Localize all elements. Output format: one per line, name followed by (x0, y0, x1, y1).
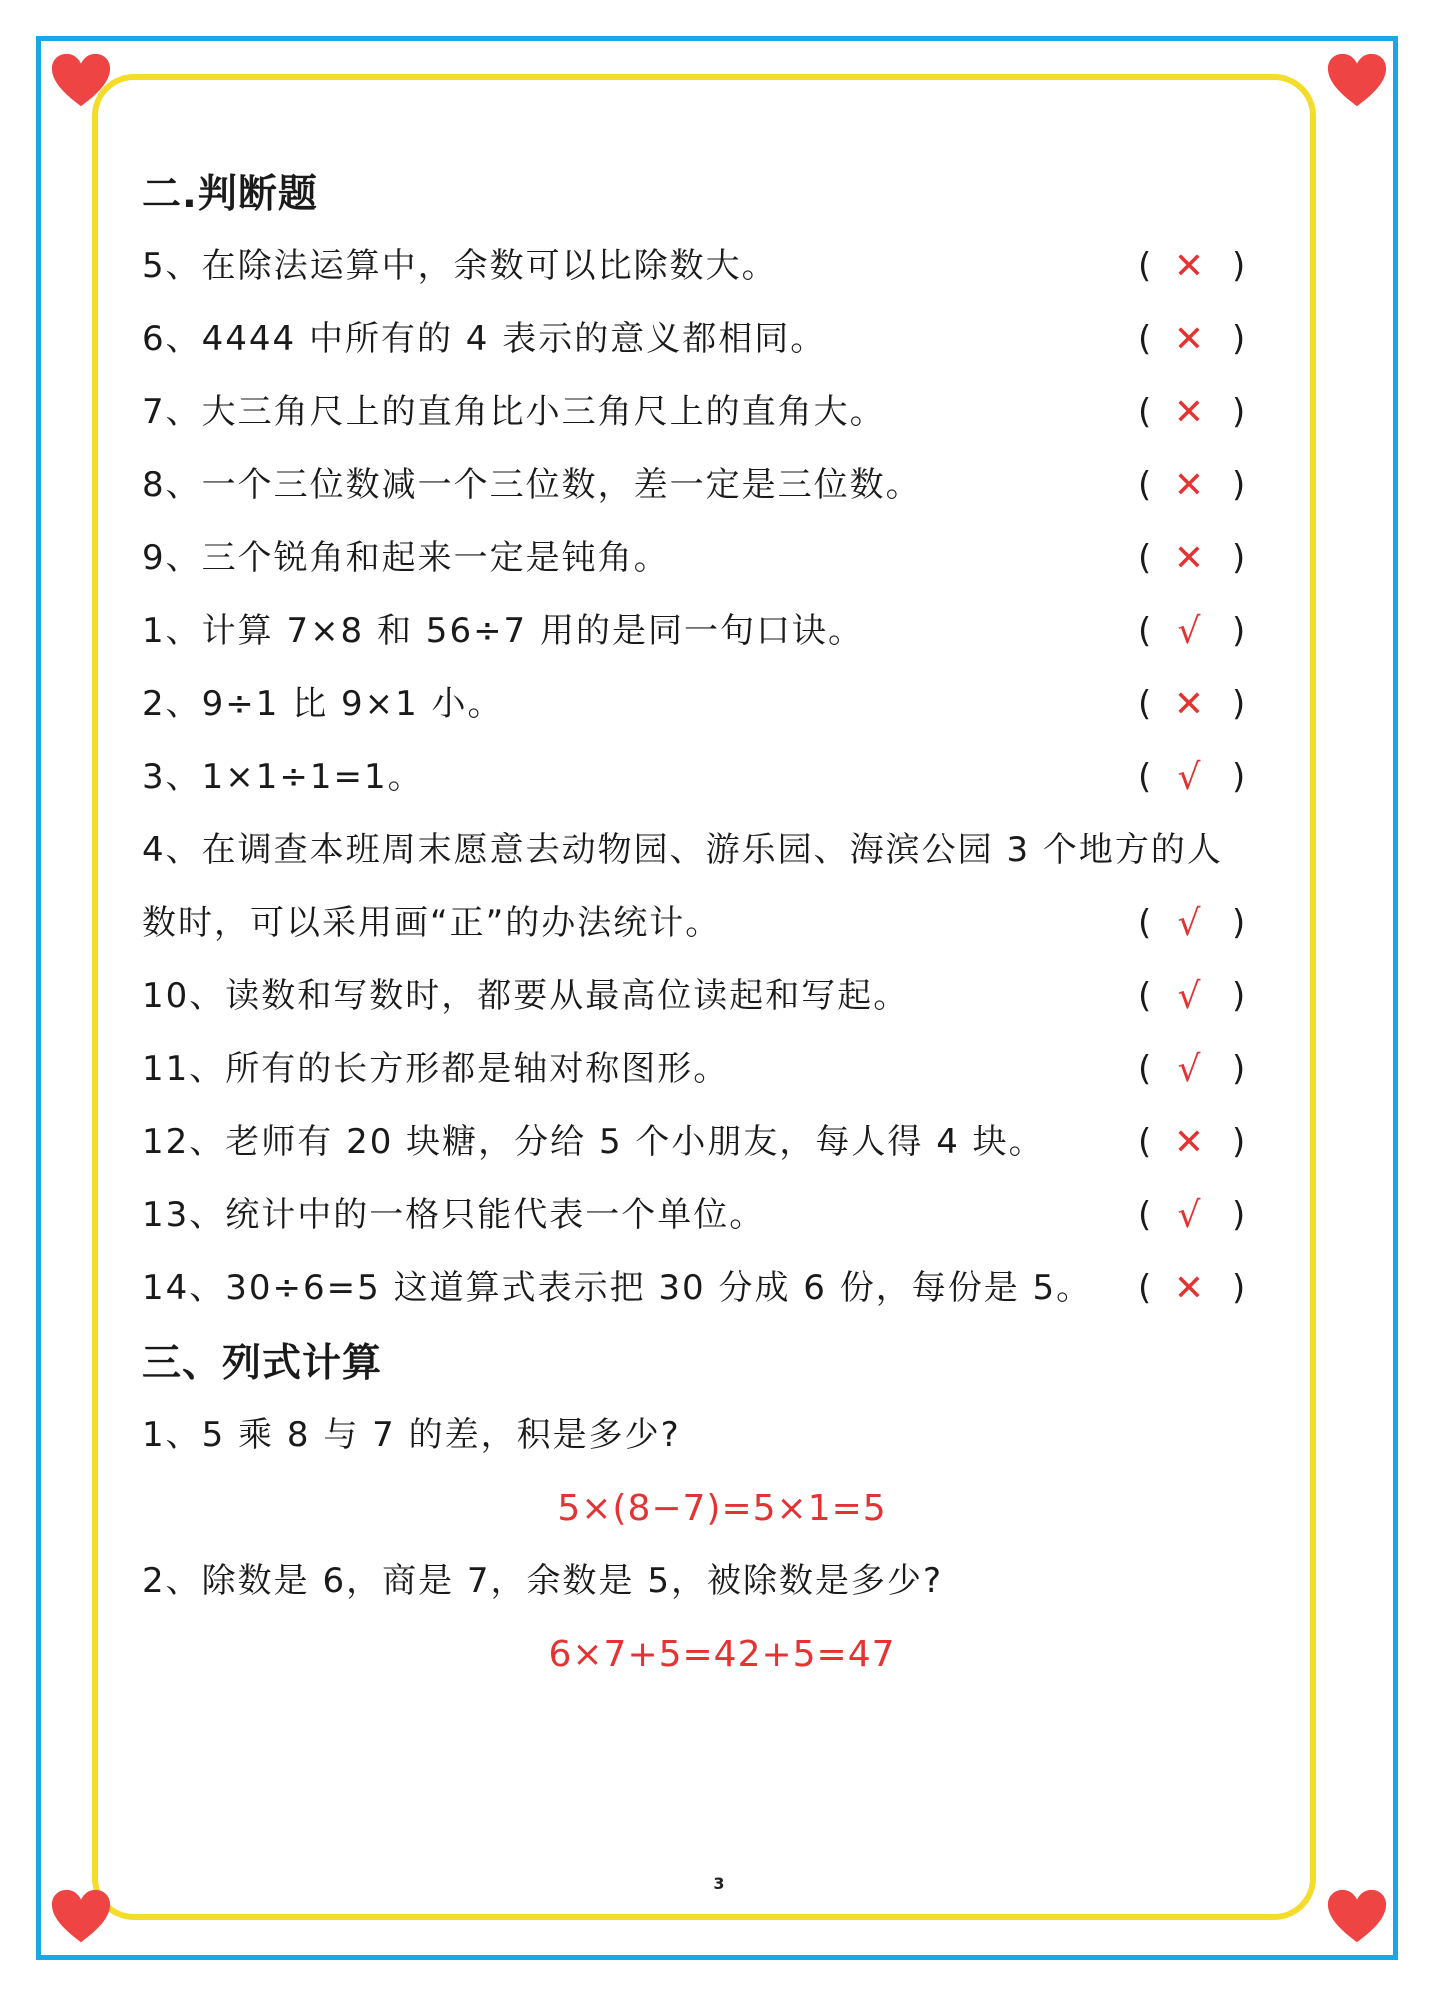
judgment-list (142, 230, 1302, 1325)
judgment-text: 1、计算 7×8 和 56÷7 用的是同一句口诀。 (142, 611, 864, 651)
judgment-text: 7、大三角尺上的直角比小三角尺上的直角大。 (142, 392, 886, 432)
judgment-row (142, 522, 1302, 595)
left-paren: ( (1138, 319, 1154, 359)
right-paren: ) (1232, 757, 1248, 797)
problem-answer: 6×7+5=42+5=47 (548, 1634, 896, 1675)
judgment-text: 6、4444 中所有的 4 表示的意义都相同。 (142, 319, 827, 359)
judgment-row (142, 887, 1302, 960)
judgment-row (142, 668, 1302, 741)
right-paren: ) (1232, 903, 1248, 943)
check-mark-icon: √ (1177, 1195, 1203, 1236)
left-paren: ( (1138, 1268, 1154, 1308)
section-title-judgment: 二.判断题 (142, 172, 318, 217)
right-paren: ) (1232, 611, 1248, 651)
left-paren: ( (1138, 976, 1154, 1016)
left-paren: ( (1138, 757, 1154, 797)
judgment-text: 8、一个三位数减一个三位数，差一定是三位数。 (142, 465, 922, 505)
left-paren: ( (1138, 611, 1154, 651)
judgment-row (142, 595, 1302, 668)
judgment-row (142, 376, 1302, 449)
left-paren: ( (1138, 538, 1154, 578)
judgment-row (142, 814, 1302, 887)
judgment-row (142, 303, 1302, 376)
judgment-row (142, 960, 1302, 1033)
left-paren: ( (1138, 903, 1154, 943)
left-paren: ( (1138, 246, 1154, 286)
page-number: 3 (713, 1874, 725, 1893)
right-paren: ) (1232, 1049, 1248, 1089)
right-paren: ) (1232, 1268, 1248, 1308)
left-paren: ( (1138, 1122, 1154, 1162)
judgment-text: 5、在除法运算中，余数可以比除数大。 (142, 246, 778, 286)
cross-mark-icon: ✕ (1173, 1268, 1207, 1309)
heart-icon (1326, 1886, 1388, 1948)
right-paren: ) (1232, 538, 1248, 578)
judgment-text: 12、老师有 20 块糖，分给 5 个小朋友，每人得 4 块。 (142, 1122, 1045, 1162)
left-paren: ( (1138, 392, 1154, 432)
check-mark-icon: √ (1177, 903, 1203, 944)
heart-icon (1326, 50, 1388, 112)
right-paren: ) (1232, 465, 1248, 505)
check-mark-icon: √ (1177, 611, 1203, 652)
judgment-text: 4、在调查本班周末愿意去动物园、游乐园、海滨公园 3 个地方的人 (142, 830, 1223, 870)
judgment-row (142, 741, 1302, 814)
cross-mark-icon: ✕ (1173, 392, 1207, 433)
judgment-row (142, 449, 1302, 522)
left-paren: ( (1138, 1195, 1154, 1235)
problem-row (142, 1399, 1302, 1472)
judgment-row (142, 230, 1302, 303)
judgment-text: 14、30÷6=5 这道算式表示把 30 分成 6 份，每份是 5。 (142, 1268, 1093, 1308)
cross-mark-icon: ✕ (1173, 319, 1207, 360)
judgment-text: 10、读数和写数时，都要从最高位读起和写起。 (142, 976, 910, 1016)
check-mark-icon: √ (1177, 976, 1203, 1017)
cross-mark-icon: ✕ (1173, 465, 1207, 506)
left-paren: ( (1138, 684, 1154, 724)
right-paren: ) (1232, 684, 1248, 724)
judgment-row (142, 1179, 1302, 1252)
cross-mark-icon: ✕ (1173, 246, 1207, 287)
left-paren: ( (1138, 465, 1154, 505)
right-paren: ) (1232, 1122, 1248, 1162)
problem-text: 1、5 乘 8 与 7 的差，积是多少? (142, 1415, 681, 1455)
cross-mark-icon: ✕ (1173, 684, 1207, 725)
right-paren: ) (1232, 976, 1248, 1016)
judgment-row (142, 1252, 1302, 1325)
judgment-row (142, 1033, 1302, 1106)
section-title-calculation: 三、列式计算 (142, 1341, 383, 1386)
right-paren: ) (1232, 246, 1248, 286)
problem-answer: 5×(8−7)=5×1=5 (557, 1488, 887, 1529)
problem-text: 2、除数是 6，商是 7，余数是 5，被除数是多少? (142, 1561, 943, 1601)
check-mark-icon: √ (1177, 1049, 1203, 1090)
heart-icon (50, 1886, 112, 1948)
judgment-row (142, 1106, 1302, 1179)
right-paren: ) (1232, 319, 1248, 359)
judgment-text: 11、所有的长方形都是轴对称图形。 (142, 1049, 730, 1089)
judgment-text: 9、三个锐角和起来一定是钝角。 (142, 538, 670, 578)
right-paren: ) (1232, 392, 1248, 432)
judgment-text: 13、统计中的一格只能代表一个单位。 (142, 1195, 766, 1235)
worksheet-content (142, 160, 1302, 1691)
cross-mark-icon: ✕ (1173, 538, 1207, 579)
judgment-text: 2、9÷1 比 9×1 小。 (142, 684, 504, 724)
right-paren: ) (1232, 1195, 1248, 1235)
judgment-text: 3、1×1÷1=1。 (142, 757, 424, 797)
problem-row (142, 1545, 1302, 1618)
left-paren: ( (1138, 1049, 1154, 1089)
check-mark-icon: √ (1177, 757, 1203, 798)
judgment-text: 数时，可以采用画“正”的办法统计。 (142, 903, 722, 943)
heart-icon (50, 50, 112, 112)
cross-mark-icon: ✕ (1173, 1122, 1207, 1163)
